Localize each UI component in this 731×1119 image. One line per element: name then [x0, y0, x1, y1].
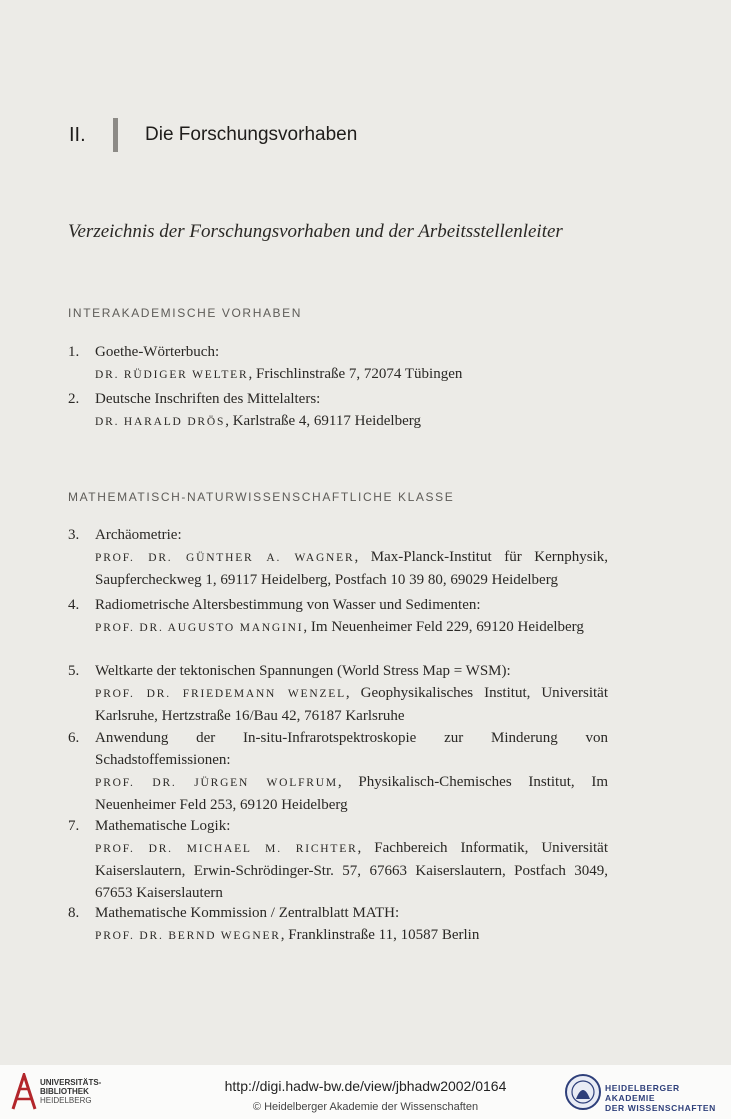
project-title: Weltkarte der tektonischen Spannungen (World Stress Map = WSM):: [95, 663, 511, 679]
project-address: , Franklinstraße 11, 10587 Berlin: [280, 927, 480, 943]
list-item: 6. Anwendung der In-situ-Infrarotspektroskopie zur Minderung von Schadstoffemissionen: PROF. DR. JÜRGEN WOLFRUM, Physikalisch-Chemisches Institut, Im Neuenheimer Feld 253, 69120 Heidelberg: [68, 727, 608, 816]
section-heading-mathnat: MATHEMATISCH-NATURWISSENSCHAFTLICHE KLASSE: [68, 490, 455, 504]
list-item: 8. Mathematische Kommission / Zentralblatt MATH: PROF. DR. BERND WEGNER, Franklinstraße 11, 10587 Berlin: [68, 902, 608, 947]
list-item: 7. Mathematische Logik: PROF. DR. MICHAEL M. RICHTER, Fachbereich Informatik, Universität Kaiserslautern, Erwin-Schrödinger-Str. 57, 67663 Kaiserslautern, Postfach 3049, 67653 Kaiserslautern: [68, 815, 608, 904]
project-leader: DR. HARALD DRÖS: [95, 416, 226, 428]
project-leader: DR. RÜDIGER WELTER: [95, 369, 249, 381]
project-leader: PROF. DR. MICHAEL M. RICHTER: [95, 843, 358, 855]
list-item: 1. Goethe-Wörterbuch: DR. RÜDIGER WELTER, Frischlinstraße 7, 72074 Tübingen: [68, 341, 608, 386]
project-leader: PROF. DR. AUGUSTO MANGINI: [95, 622, 304, 634]
list-item: 5. Weltkarte der tektonischen Spannungen (World Stress Map = WSM): PROF. DR. FRIEDEMANN WENZEL, Geophysikalisches Institut, Universität Karlsruhe, Hertzstraße 16/Bau 42, 76187 Karlsruhe: [68, 660, 608, 727]
list-item: 3. Archäometrie: PROF. DR. GÜNTHER A. WAGNER, Max-Planck-Institut für Kernphysik, Saupfercheckweg 1, 69117 Heidelberg, Postfach 10 39 80, 69029 Heidelberg: [68, 524, 608, 591]
project-title: Anwendung der In-situ-Infrarotspektroskopie zur Minderung von Schadstoffemissionen:: [95, 730, 608, 768]
academy-seal-icon[interactable]: [564, 1073, 602, 1111]
project-title: Mathematische Logik:: [95, 818, 231, 834]
library-name[interactable]: UNIVERSITÄTS- BIBLIOTHEK HEIDELBERG: [40, 1078, 102, 1105]
list-item: 4. Radiometrische Altersbestimmung von Wasser und Sedimenten: PROF. DR. AUGUSTO MANGINI, Im Neuenheimer Feld 229, 69120 Heidelberg: [68, 594, 608, 639]
project-title: Mathematische Kommission / Zentralblatt MATH:: [95, 905, 400, 921]
project-address: , Frischlinstraße 7, 72074 Tübingen: [248, 366, 463, 382]
academy-name[interactable]: HEIDELBERGER AKADEMIE DER WISSENSCHAFTEN: [605, 1083, 716, 1113]
list-item: 2. Deutsche Inschriften des Mittelalters: DR. HARALD DRÖS, Karlstraße 4, 69117 Heidelberg: [68, 388, 608, 433]
project-title: Goethe-Wörterbuch:: [95, 344, 220, 360]
project-address: , Im Neuenheimer Feld 229, 69120 Heidelberg: [303, 619, 584, 635]
project-address: , Physikalisch-Chemisches Institut, Im Neuenheimer Feld 253, 69120 Heidelberg: [95, 774, 608, 813]
project-title: Radiometrische Altersbestimmung von Wasser und Sedimenten:: [95, 597, 481, 613]
project-address: , Fachbereich Informatik, Universität Kaiserslautern, Erwin-Schrödinger-Str. 57, 67663 Kaiserslautern, Postfach 3049, 67653 Kaiserslautern: [95, 840, 608, 901]
project-address: , Geophysikalisches Institut, Universität Karlsruhe, Hertzstraße 16/Bau 42, 76187 Karlsruhe: [95, 685, 608, 724]
project-address: , Karlstraße 4, 69117 Heidelberg: [225, 413, 421, 429]
project-address: , Max-Planck-Institut für Kernphysik, Saupfercheckweg 1, 69117 Heidelberg, Postfach 10 39 80, 69029 Heidelberg: [95, 549, 609, 588]
chapter-heading: [69, 118, 357, 152]
page-subtitle: Verzeichnis der Forschungsvorhaben und der Arbeitsstellenleiter: [68, 221, 563, 242]
project-leader: PROF. DR. JÜRGEN WOLFRUM: [95, 777, 338, 789]
copyright-text: © Heidelberger Akademie der Wissenschaften: [252, 1101, 479, 1113]
project-title: Archäometrie:: [95, 527, 182, 543]
project-leader: PROF. DR. FRIEDEMANN WENZEL: [95, 688, 346, 700]
chapter-title: Die Forschungsvorhaben: [145, 124, 358, 145]
chapter-number: II.: [69, 123, 86, 146]
chapter-bar: [113, 118, 118, 152]
document-url-link[interactable]: http://digi.hadw-bw.de/view/jbhadw2002/0164: [224, 1078, 507, 1094]
section-heading-interakademisch: INTERAKADEMISCHE VORHABEN: [68, 306, 303, 320]
project-leader: PROF. DR. GÜNTHER A. WAGNER: [95, 552, 355, 564]
viewer-footer: [0, 1065, 731, 1119]
project-title: Deutsche Inschriften des Mittelalters:: [95, 391, 321, 407]
project-leader: PROF. DR. BERND WEGNER: [95, 930, 281, 942]
